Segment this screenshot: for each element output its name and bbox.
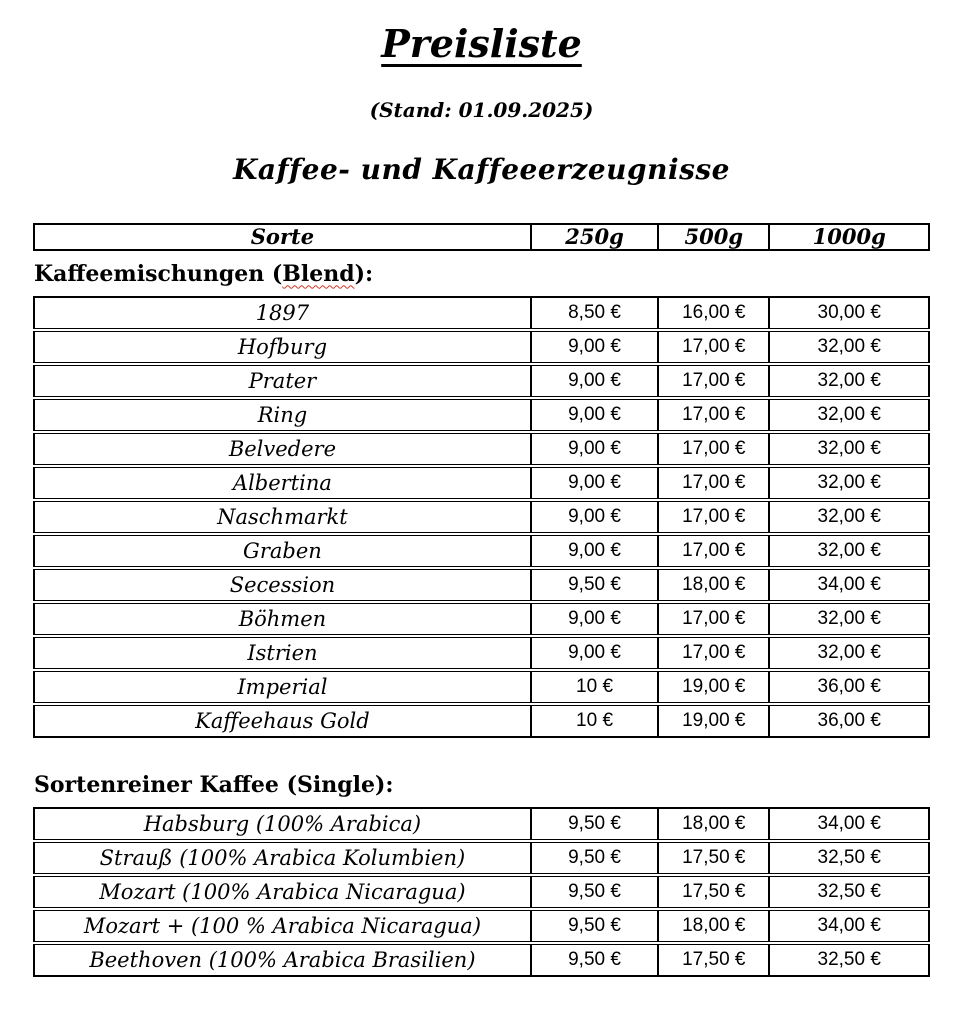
category-title: Kaffee- und Kaffeeerzeugnisse <box>233 152 730 186</box>
price-250g-cell: 9,50 € <box>531 944 658 977</box>
price-500g-cell: 17,00 € <box>658 331 769 363</box>
price-250g-cell: 9,00 € <box>531 399 658 431</box>
price-1000g-cell: 32,00 € <box>769 467 930 499</box>
price-500g-cell: 17,00 € <box>658 467 769 499</box>
sorte-cell: Imperial <box>33 671 531 703</box>
table-row <box>33 910 930 942</box>
sorte-cell: Ring <box>33 399 531 431</box>
price-1000g-cell: 32,00 € <box>769 433 930 465</box>
sorte-cell: Graben <box>33 535 531 567</box>
sorte-cell: Albertina <box>33 467 531 499</box>
page-title-text: Preisliste <box>381 21 582 66</box>
page-title <box>33 0 930 68</box>
price-250g-cell: 8,50 € <box>531 296 658 329</box>
sorte-cell: Naschmarkt <box>33 501 531 533</box>
table-row <box>33 876 930 908</box>
column-header-250g: 250g <box>531 223 658 251</box>
table-row <box>33 467 930 499</box>
header-row <box>33 223 930 251</box>
section-label-blend-prefix: Kaffeemischungen ( <box>34 260 283 287</box>
price-250g-cell: 9,00 € <box>531 331 658 363</box>
price-1000g-cell: 32,50 € <box>769 876 930 908</box>
price-500g-cell: 17,00 € <box>658 501 769 533</box>
sorte-cell: Hofburg <box>33 331 531 363</box>
misspelled-word-blend: Blend <box>282 260 355 287</box>
price-1000g-cell: 32,50 € <box>769 944 930 977</box>
sorte-cell: Böhmen <box>33 603 531 635</box>
price-250g-cell: 9,50 € <box>531 842 658 874</box>
table-row <box>33 842 930 874</box>
price-table-header <box>33 221 930 253</box>
price-250g-cell: 9,00 € <box>531 603 658 635</box>
price-500g-cell: 17,00 € <box>658 365 769 397</box>
price-250g-cell: 9,00 € <box>531 501 658 533</box>
table-row <box>33 535 930 567</box>
price-500g-cell: 17,00 € <box>658 637 769 669</box>
table-row <box>33 569 930 601</box>
price-1000g-cell: 32,00 € <box>769 365 930 397</box>
price-1000g-cell: 34,00 € <box>769 569 930 601</box>
price-250g-cell: 9,50 € <box>531 807 658 840</box>
section-label-blend-suffix: ): <box>354 260 374 287</box>
price-1000g-cell: 36,00 € <box>769 705 930 738</box>
sorte-cell: Belvedere <box>33 433 531 465</box>
price-1000g-cell: 32,00 € <box>769 637 930 669</box>
sorte-cell: Istrien <box>33 637 531 669</box>
column-header-500g: 500g <box>658 223 769 251</box>
price-1000g-cell: 32,00 € <box>769 331 930 363</box>
price-500g-cell: 17,50 € <box>658 842 769 874</box>
price-250g-cell: 9,00 € <box>531 535 658 567</box>
price-250g-cell: 9,50 € <box>531 876 658 908</box>
table-row <box>33 637 930 669</box>
table-row <box>33 705 930 738</box>
price-500g-cell: 18,00 € <box>658 807 769 840</box>
price-500g-cell: 19,00 € <box>658 705 769 738</box>
price-500g-cell: 19,00 € <box>658 671 769 703</box>
price-500g-cell: 16,00 € <box>658 296 769 329</box>
price-500g-cell: 18,00 € <box>658 910 769 942</box>
table-row <box>33 671 930 703</box>
date-line: (Stand: 01.09.2025) <box>369 97 594 122</box>
sorte-cell: Mozart (100% Arabica Nicaragua) <box>33 876 531 908</box>
table-row <box>33 331 930 363</box>
sorte-cell: Strauß (100% Arabica Kolumbien) <box>33 842 531 874</box>
sorte-cell: Kaffeehaus Gold <box>33 705 531 738</box>
section-label-blend <box>34 260 930 289</box>
price-250g-cell: 9,50 € <box>531 569 658 601</box>
table-row <box>33 501 930 533</box>
sorte-cell: Prater <box>33 365 531 397</box>
table-row <box>33 296 930 329</box>
price-250g-cell: 9,00 € <box>531 433 658 465</box>
price-1000g-cell: 30,00 € <box>769 296 930 329</box>
price-1000g-cell: 32,00 € <box>769 399 930 431</box>
price-250g-cell: 9,00 € <box>531 365 658 397</box>
sorte-cell: 1897 <box>33 296 531 329</box>
price-250g-cell: 9,00 € <box>531 637 658 669</box>
price-1000g-cell: 32,00 € <box>769 501 930 533</box>
price-500g-cell: 17,50 € <box>658 876 769 908</box>
table-row <box>33 365 930 397</box>
price-1000g-cell: 32,00 € <box>769 535 930 567</box>
price-500g-cell: 17,00 € <box>658 399 769 431</box>
price-500g-cell: 17,00 € <box>658 433 769 465</box>
price-500g-cell: 18,00 € <box>658 569 769 601</box>
table-row <box>33 399 930 431</box>
price-1000g-cell: 32,00 € <box>769 603 930 635</box>
column-header-sorte: Sorte <box>33 223 531 251</box>
price-250g-cell: 10 € <box>531 671 658 703</box>
table-row <box>33 603 930 635</box>
sorte-cell: Mozart + (100 % Arabica Nicaragua) <box>33 910 531 942</box>
price-1000g-cell: 34,00 € <box>769 807 930 840</box>
table-row <box>33 944 930 977</box>
single-price-table <box>33 805 930 979</box>
sorte-cell: Beethoven (100% Arabica Brasilien) <box>33 944 531 977</box>
price-250g-cell: 9,50 € <box>531 910 658 942</box>
blend-price-table <box>33 294 930 740</box>
price-1000g-cell: 34,00 € <box>769 910 930 942</box>
sorte-cell: Habsburg (100% Arabica) <box>33 807 531 840</box>
table-row <box>33 433 930 465</box>
price-250g-cell: 9,00 € <box>531 467 658 499</box>
price-500g-cell: 17,00 € <box>658 603 769 635</box>
price-1000g-cell: 36,00 € <box>769 671 930 703</box>
price-1000g-cell: 32,50 € <box>769 842 930 874</box>
sorte-cell: Secession <box>33 569 531 601</box>
column-header-1000g: 1000g <box>769 223 930 251</box>
price-250g-cell: 10 € <box>531 705 658 738</box>
price-500g-cell: 17,00 € <box>658 535 769 567</box>
price-500g-cell: 17,50 € <box>658 944 769 977</box>
section-label-single: Sortenreiner Kaffee (Single): <box>34 771 394 798</box>
table-row <box>33 807 930 840</box>
